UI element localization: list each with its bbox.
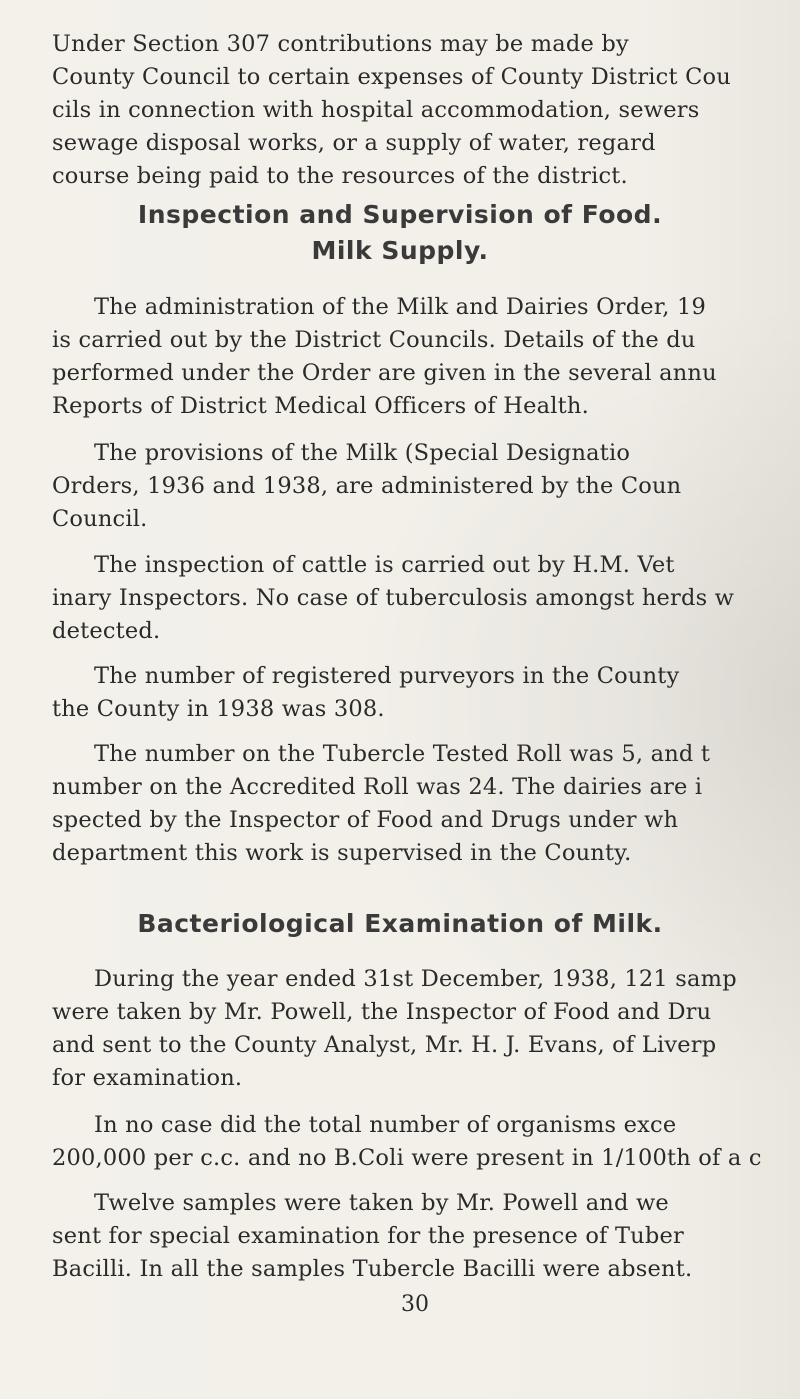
intro-paragraph: Under Section 307 contributions may be made by County Council to certain expenses of County District Cou cils in connection with hospital accommodation, sewers sewage disposal works, or a supply of water, regard course being paid to the resources of the district. [52, 31, 731, 189]
twelve-samples-paragraph: Twelve samples were taken by Mr. Powell and we sent for special examination for the presence of Tuber Bacilli. In all the samples Tubercle Bacilli were absent. [52, 1190, 693, 1282]
organisms-paragraph: In no case did the total number of organisms exce 200,000 per c.c. and no B.Coli were present in 1/100th of a c [52, 1112, 762, 1171]
tubercle-tested-roll-paragraph: The number on the Tubercle Tested Roll was 5, and t number on the Accredited Roll was 24. The dairies are i spected by the Inspector of Food and Drugs under wh department this work is supervised in the County. [52, 741, 711, 866]
heading-bacteriological-examination: Bacteriological Examination of Milk. [137, 909, 663, 938]
registered-purveyors-paragraph: The number of registered purveyors in the County the County in 1938 was 308. [52, 663, 680, 722]
milk-administration-paragraph: The administration of the Milk and Dairies Order, 19 is carried out by the District Councils. Details of the du performed under the Order are given in the several annu Reports of District Medical Officers of Health. [52, 294, 717, 419]
heading-milk-supply: Milk Supply. [311, 236, 489, 265]
samples-paragraph: During the year ended 31st December, 1938, 121 samp were taken by Mr. Powell, the Inspector of Food and Dru and sent to the County Analyst, Mr. H. J. Evans, of Liverp for examination. [52, 966, 737, 1091]
heading-inspection-supervision-food: Inspection and Supervision of Food. [137, 200, 663, 229]
cattle-inspection-paragraph: The inspection of cattle is carried out by H.M. Vet inary Inspectors. No case of tuberculosis amongst herds w detected. [52, 552, 735, 644]
page-number: 30 [401, 1292, 429, 1317]
special-designation-paragraph: The provisions of the Milk (Special Designatio Orders, 1936 and 1938, are administered by the Coun Council. [52, 440, 682, 532]
